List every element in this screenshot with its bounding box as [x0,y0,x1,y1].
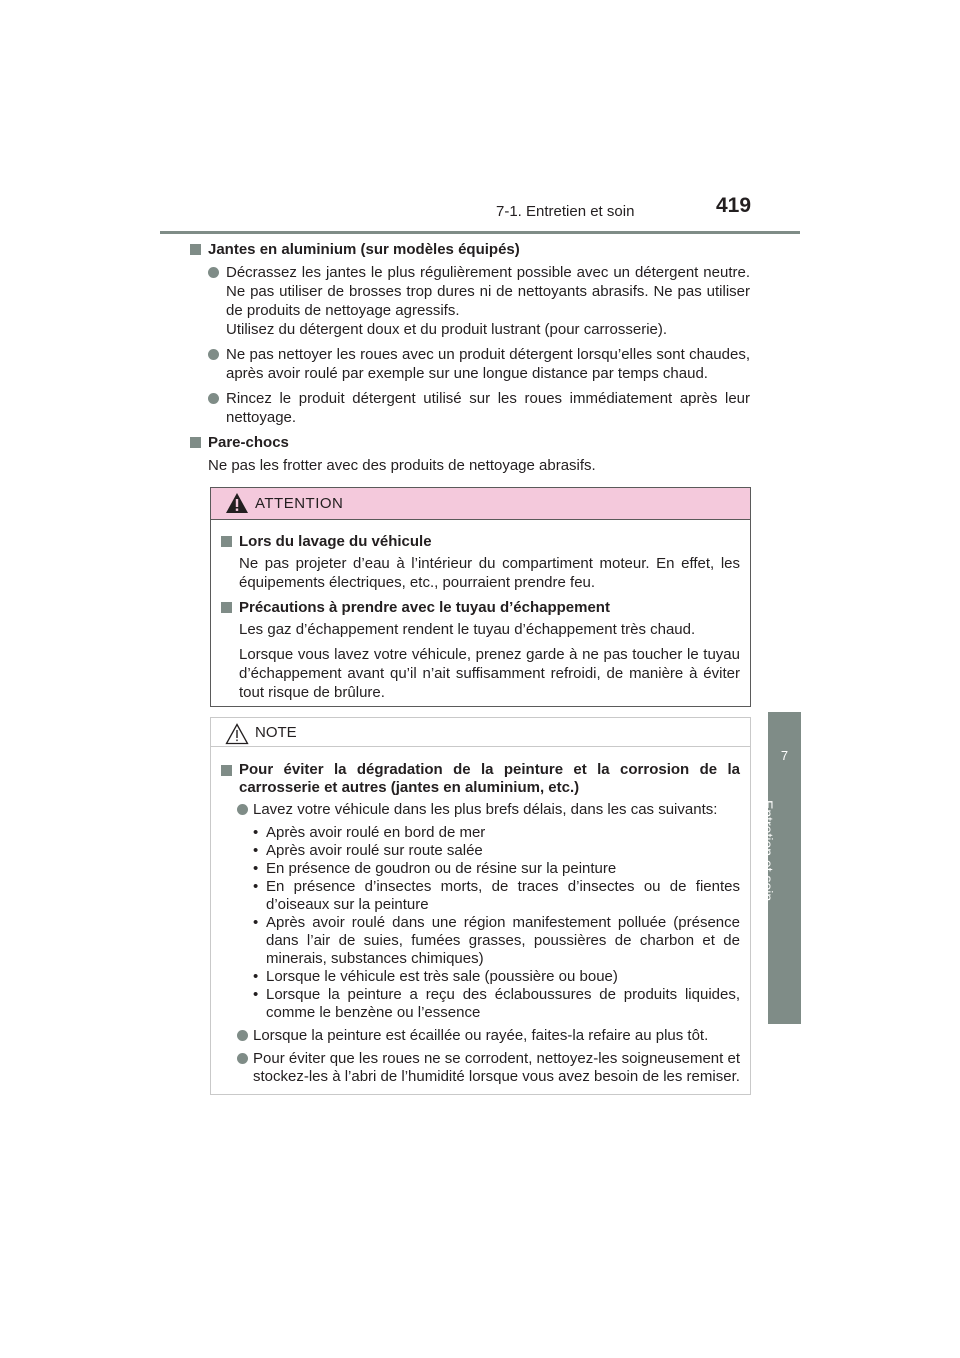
circle-bullet-icon [237,804,248,815]
attention-body [211,520,750,702]
attention-heading: Précautions à prendre avec le tuyau d’échappement [221,598,740,617]
header-rule [160,231,800,234]
list-item: • En présence d’insectes morts, de traces d’insectes ou de fientes d’oiseaux sur la peinture [221,878,740,914]
list-item: • Après avoir roulé dans une région manifestement polluée (présence dans l’air de suies, fumées grasses, poussières de charbon et de minerais, substances chimiques) [221,914,740,968]
list-item: • Lorsque la peinture a reçu des éclaboussures de produits liquides, comme le benzène ou l’essence [221,986,740,1022]
square-bullet-icon [190,437,201,448]
attention-text: Lorsque vous lavez votre véhicule, prenez garde à ne pas toucher le tuyau d’échappement avant qu’il n’ait suffisamment refroidi, de manière à éviter tout risque de brûlure. [239,646,740,701]
note-title: NOTE [255,724,297,741]
circle-bullet-icon [208,267,219,278]
attention-text: Les gaz d’échappement rendent le tuyau d’échappement très chaud. [239,621,696,638]
section-heading-jantes: Jantes en aluminium (sur modèles équipés) [190,240,750,259]
square-bullet-icon [190,244,201,255]
circle-bullet-icon [237,1053,248,1064]
list-item: Rincez le produit détergent utilisé sur les roues immédiatement après leur nettoyage. [190,389,750,427]
list-item: Pour éviter que les roues ne se corrodent, nettoyez-les soigneusement et stockez-les à l’abri de l’humidité lorsque vous avez besoin de les remiser. [221,1050,740,1086]
list-item: • Lorsque le véhicule est très sale (poussière ou boue) [221,968,740,986]
list-item: Décrassez les jantes le plus régulièrement possible avec un détergent neutre. Ne pas utiliser de brosses trop dures ni de nettoyants abrasifs. Ne pas utiliser de produits de nettoyage agressifs. Utilisez du détergent doux et du produit lustrant (pour carrosserie). [190,263,750,339]
circle-bullet-icon [237,1030,248,1041]
list-item: Ne pas nettoyer les roues avec un produit détergent lorsqu’elles sont chaudes, après avoir roulé par exemple sur une longue distance par temps chaud. [190,345,750,383]
warning-triangle-icon [225,492,249,514]
list-item: Lorsque la peinture est écaillée ou rayée, faites-la refaire au plus tôt. [221,1027,740,1045]
section-header: 7-1. Entretien et soin [496,203,635,220]
circle-bullet-icon [208,349,219,360]
list-item: • Après avoir roulé sur route salée [221,842,740,860]
parechocs-text: Ne pas les frotter avec des produits de nettoyage abrasifs. [208,457,596,474]
attention-heading: Lors du lavage du véhicule [221,532,740,551]
square-bullet-icon [221,765,232,776]
attention-text: Ne pas projeter d’eau à l’intérieur du compartiment moteur. En effet, les équipements électriques, etc., pourraient prendre feu. [239,555,740,591]
note-box [210,717,751,1095]
square-bullet-icon [221,536,232,547]
attention-header [211,488,750,520]
list-item: • En présence de goudron ou de résine sur la peinture [221,860,740,878]
circle-bullet-icon [208,393,219,404]
section-heading-parechocs: Pare-chocs [190,433,750,452]
attention-title: ATTENTION [255,495,344,512]
attention-box [210,487,751,707]
page-number: 419 [716,194,752,217]
main-content [190,240,750,475]
list-item: Lavez votre véhicule dans les plus brefs délais, dans les cas suivants: [221,801,740,819]
chapter-label: Entretien et soin [760,800,776,902]
note-triangle-icon [225,723,249,745]
list-item: • Après avoir roulé en bord de mer [221,824,740,842]
note-body [211,747,750,1086]
note-heading: Pour éviter la dégradation de la peinture et la corrosion de la carrosserie et autres (jantes en aluminium, etc.) [221,761,740,797]
chapter-number: 7 [780,748,789,763]
case-list [221,824,740,1022]
note-header [211,718,750,747]
square-bullet-icon [221,602,232,613]
